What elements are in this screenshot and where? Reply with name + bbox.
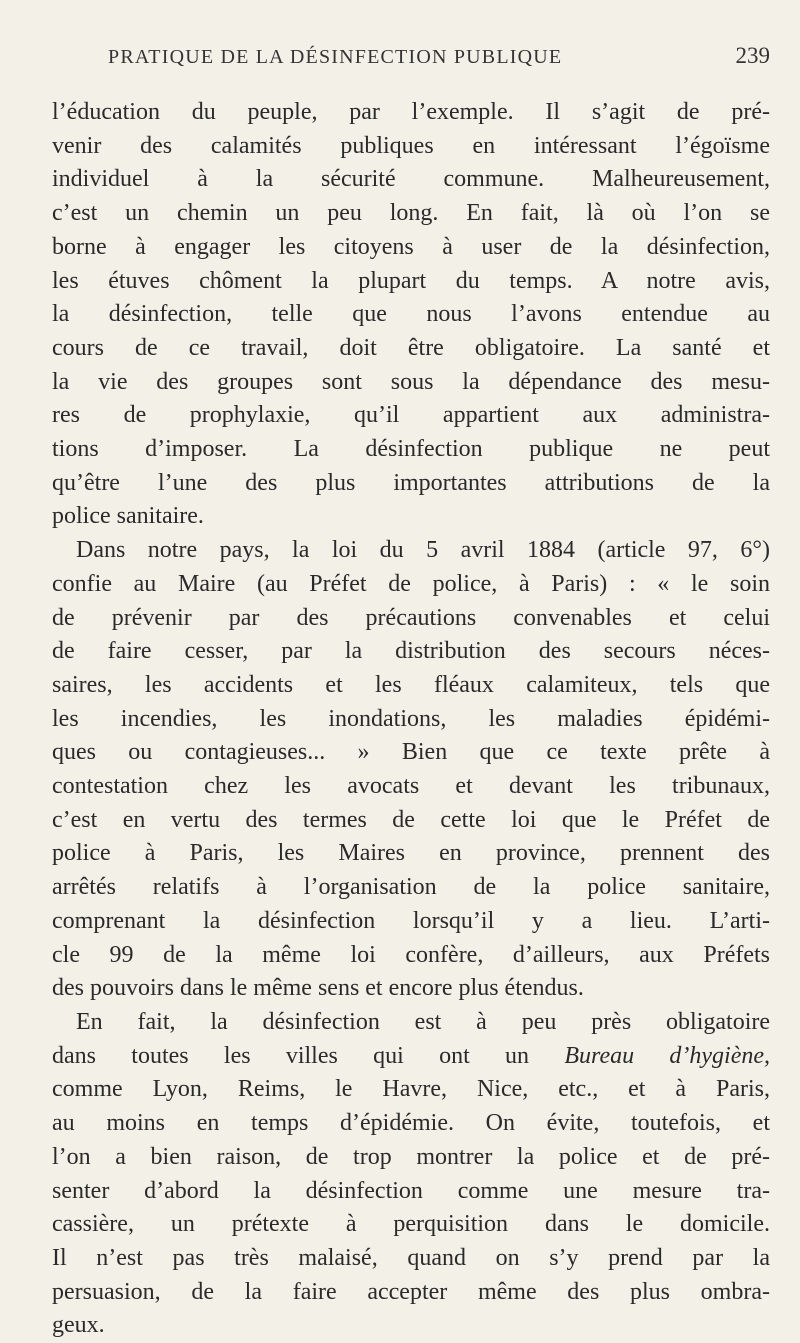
text-line: c’est un chemin un peu long. En fait, là où l’on se [52, 200, 770, 227]
text-line: Il n’est pas très malaisé, quand on s’y prend par la [52, 1244, 770, 1271]
text-line: les incendies, les inondations, les maladies épidémi- [52, 705, 770, 732]
text-line: ques ou contagieuses... » Bien que ce texte prête à [52, 739, 770, 766]
text-line: contestation chez les avocats et devant les tribunaux, [52, 773, 770, 800]
text-line: Dans notre pays, la loi du 5 avril 1884 (article 97, 6°) [76, 537, 770, 564]
text-line: les étuves chôment la plupart du temps. A notre avis, [52, 267, 770, 294]
text-line: des pouvoirs dans le même sens et encore plus étendus. [52, 975, 584, 1002]
text-line: individuel à la sécurité commune. Malheureusement, [52, 166, 770, 193]
text-line: confie au Maire (au Préfet de police, à Paris) : « le soin [52, 570, 770, 597]
text-line: borne à engager les citoyens à user de la désinfection, [52, 233, 770, 260]
paragraph-1 [52, 96, 770, 534]
page-number: 239 [735, 43, 770, 68]
text-line: c’est en vertu des termes de cette loi que le Préfet de [52, 806, 770, 833]
text-line: police sanitaire. [52, 503, 204, 530]
running-title: PRATIQUE DE LA DÉSINFECTION PUBLIQUE [108, 46, 563, 68]
text-line: tions d’imposer. La désinfection publique ne peut [52, 436, 770, 463]
text-line: qu’être l’une des plus importantes attributions de la [52, 469, 770, 496]
text-line: persuasion, de la faire accepter même des plus ombra- [52, 1278, 770, 1305]
book-page [52, 0, 770, 1343]
text-line: senter d’abord la désinfection comme une mesure tra- [52, 1177, 770, 1204]
paragraph-2 [52, 534, 770, 1006]
text-line: la vie des groupes sont sous la dépendance des mesu- [52, 368, 770, 395]
running-head [52, 40, 770, 80]
text-line: au moins en temps d’épidémie. On évite, toutefois, et [52, 1110, 770, 1137]
italic-term: Bureau d’hygiène, [564, 1042, 770, 1069]
text-line: cassière, un prétexte à perquisition dans le domicile. [52, 1211, 770, 1238]
text-line: saires, les accidents et les fléaux calamiteux, tels que [52, 671, 770, 698]
text-line: la désinfection, telle que nous l’avons entendue au [52, 301, 770, 328]
text-fragment: dans toutes les villes qui ont un [52, 1042, 565, 1069]
text-line: l’on a bien raison, de trop montrer la police et de pré- [52, 1143, 770, 1170]
text-line: l’éducation du peuple, par l’exemple. Il s’agit de pré- [52, 99, 770, 125]
text-line [52, 1040, 770, 1074]
text-line: de faire cesser, par la distribution des secours néces- [52, 638, 770, 665]
text-line: de prévenir par des précautions convenables et celui [52, 604, 770, 631]
paragraph-3 [52, 1006, 770, 1343]
text-line: arrêtés relatifs à l’organisation de la police sanitaire, [52, 874, 770, 901]
text-line: En fait, la désinfection est à peu près obligatoire [76, 1008, 770, 1035]
text-line: venir des calamités publiques en intéressant l’égoïsme [52, 132, 770, 159]
text-line: res de prophylaxie, qu’il appartient aux administra- [52, 402, 770, 429]
text-line: cle 99 de la même loi confère, d’ailleurs, aux Préfets [52, 941, 770, 968]
text-line: police à Paris, les Maires en province, prennent des [52, 840, 770, 867]
text-line: comme Lyon, Reims, le Havre, Nice, etc., et à Paris, [52, 1076, 770, 1103]
text-line: cours de ce travail, doit être obligatoire. La santé et [52, 334, 770, 361]
text-line: comprenant la désinfection lorsqu’il y a lieu. L’arti- [52, 907, 770, 934]
text-line: geux. [52, 1312, 105, 1339]
